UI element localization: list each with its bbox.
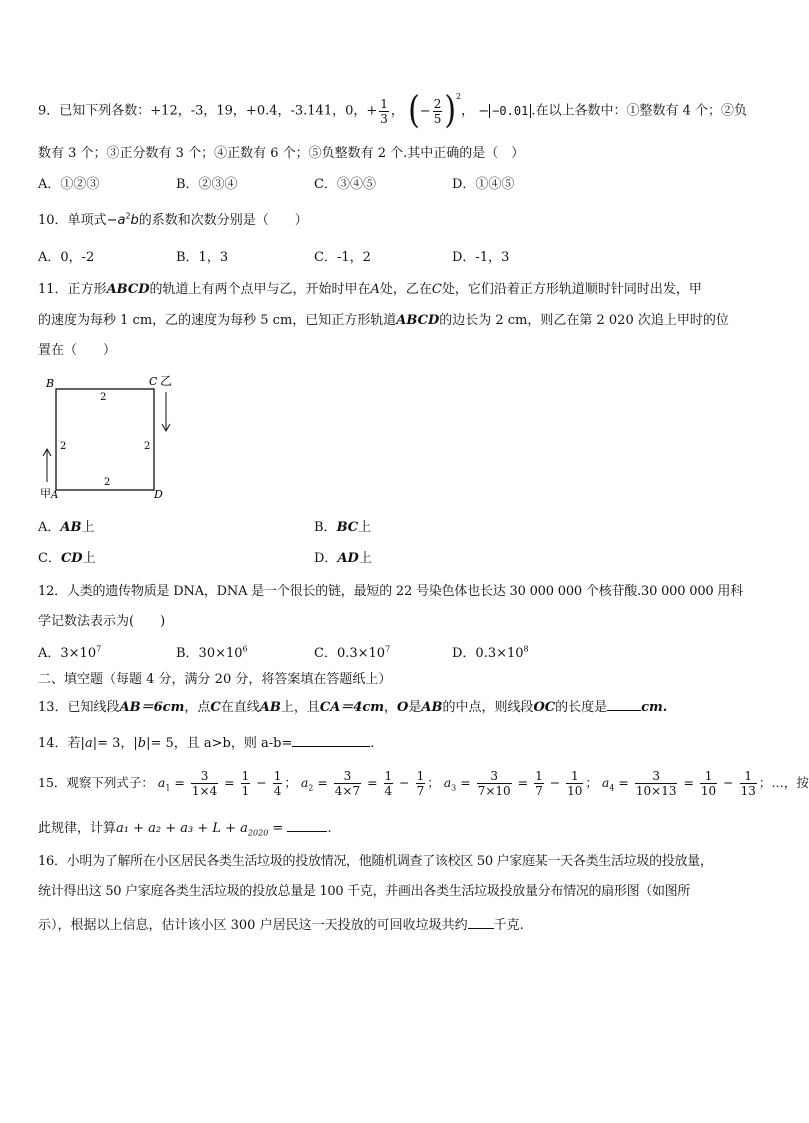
q15-line2: 此规律，计算$a_1 + a_2 + a_3 + L + a_{2020}$ = . (38, 818, 332, 837)
section-2-heading: 二、填空题（每题 4 分，满分 20 分，将答案填在答题纸上） (38, 672, 392, 687)
q10-number: 10． (38, 213, 68, 228)
q11-option-a[interactable]: A．AB上 (38, 520, 95, 535)
q9-squared-fraction: (− $\frac{2}{5}$ )$^2$ (408, 88, 462, 133)
q16-line1: 16．小明为了解所在小区居民各类生活垃圾的投放情况，他随机调查了该校区 50 户家庭某一天各类生活垃圾的投放量， (38, 854, 713, 869)
side-top-length: 2 (100, 392, 107, 403)
q10-option-c[interactable]: C．-1，2 (314, 250, 371, 265)
q12-number: 12． (38, 584, 67, 599)
q11-square-figure (36, 372, 186, 502)
q9-number: 9． (38, 103, 60, 119)
q14-line1: 14．若|a|= 3，|b|= 5，且 a>b，则 a-b= . (38, 733, 375, 752)
square-track (56, 389, 154, 490)
label-jia: 甲 (40, 487, 51, 500)
label-yi: 乙 (160, 374, 173, 388)
q10-option-b[interactable]: B．1，3 (176, 250, 229, 265)
label-b: B (46, 377, 55, 390)
q15-item-4: $a_4$ = $\frac{3}{10\times 13}$ = $\frac{1}{10}$ − $\frac{1}{13}$ (601, 769, 756, 798)
q9-line2: 数有 3 个；③正分数有 3 个；④正数有 6 个；⑤负整数有 2 个.其中正确的是（ ） (38, 146, 525, 161)
q12-option-d[interactable]: D．$0.3\times 10^8$ (452, 644, 529, 661)
q11-option-d[interactable]: D．AD上 (314, 551, 372, 566)
q12-option-a[interactable]: A．$3\times 10^7$ (38, 644, 102, 661)
q13-answer-blank[interactable] (607, 697, 641, 711)
q15-item-1: $a_1$ = $\frac{3}{1\times 4}$ = $\frac{1}{1}$ − $\frac{1}{4}$ (157, 769, 282, 798)
q9-line1: 9．已知下列各数：+12，-3，19，+0.4，-3.141，0，+ $\frac{1}{3}$ ， (− $\frac{2}{5}$ )$^2$， − −0.01 .在以上各数中：①整数有 4 个；②负 (38, 88, 747, 133)
q9-lead-text: 已知下列各数：+12，-3，19，+0.4，-3.141，0，+ (59, 103, 378, 119)
q9-absolute-value: − −0.01 (478, 104, 531, 119)
side-right-length: 2 (144, 441, 151, 452)
q14-answer-blank[interactable] (292, 733, 370, 747)
q13-number: 13． (38, 700, 68, 715)
q11-line2: 的速度为每秒 1 cm，乙的速度为每秒 5 cm，已知正方形轨道ABCD的边长为 2 cm，则乙在第 2 020 次追上甲时的位 (38, 313, 729, 328)
q11-option-c[interactable]: C．CD上 (38, 551, 96, 566)
q15-item-2: $a_2$ = $\frac{3}{4\times 7}$ = $\frac{1}{4}$ − $\frac{1}{7}$ (300, 769, 425, 798)
label-d: D (154, 488, 163, 501)
q10-option-a[interactable]: A．0，-2 (38, 250, 95, 265)
q15-answer-blank[interactable] (287, 818, 327, 832)
q15-item-3: $a_3$ = $\frac{3}{7\times 10}$ = $\frac{1}{7}$ − $\frac{1}{10}$ (443, 769, 583, 798)
q12-option-b[interactable]: B．$30\times 10^6$ (176, 644, 248, 661)
q15-line1: 15．观察下列式子： $a_1$ = $\frac{3}{1\times 4}$ = $\frac{1}{1}$ − $\frac{1}{4}$ ； $a_2$ = $\frac{3}{4\times 7}$ = $\frac{1}{4}$ − $\frac{1}{7}$ ； $a_3$ = $\frac{3}{7\times 10}$ = $\frac{1}{7}$ − $\frac{1}{10}$ ； $a_4$ = $\frac{3}{10\times 13}$ = $\frac{1}{10}$ − $\frac{1}{13}$ ；…，按 (38, 769, 809, 798)
q10-line1: 10．单项式$-a^2b$的系数和次数分别是（ ） (38, 211, 308, 228)
label-c: C (149, 375, 158, 388)
q10-monomial: $-a^2b$ (106, 211, 139, 228)
q11-number: 11． (38, 282, 68, 297)
q9-option-d[interactable]: D．①④⑤ (452, 177, 515, 192)
arrow-up-icon (43, 449, 51, 482)
q16-answer-blank[interactable] (468, 915, 494, 929)
q9-option-b[interactable]: B．②③④ (176, 177, 238, 192)
q15-number: 15． (38, 775, 67, 790)
q10-option-d[interactable]: D．-1，3 (452, 250, 510, 265)
q11-line3: 置在（ ） (38, 343, 117, 358)
side-bottom-length: 2 (104, 477, 111, 488)
q16-line3: 示），根据以上信息，估计该小区 300 户居民这一天投放的可回收垃圾共约 千克. (38, 915, 524, 934)
q14-number: 14． (38, 736, 68, 751)
q9-tail-text: .在以上各数中：①整数有 4 个；②负 (531, 103, 747, 119)
label-a: A (51, 490, 59, 501)
q9-option-c[interactable]: C．③④⑤ (314, 177, 376, 192)
q12-line1: 12．人类的遗传物质是 DNA，DNA 是一个很长的链，最短的 22 号染色体也长达 30 000 000 个核苷酸.30 000 000 用科 (38, 584, 743, 599)
q15-sum-expression: $a_1 + a_2 + a_3 + L + a_{2020}$ (116, 821, 269, 838)
q9-option-a[interactable]: A．①②③ (38, 177, 100, 192)
arrow-down-icon (162, 392, 170, 431)
q12-line2: 学记数法表示为( ) (38, 614, 166, 629)
q16-line2: 统计得出这 50 户家庭各类生活垃圾的投放总量是 100 千克，并画出各类生活垃圾投放量分布情况的扇形图（如图所 (38, 884, 691, 899)
q11-option-b[interactable]: B．BC上 (314, 520, 372, 535)
q11-line1: 11．正方形ABCD的轨道上有两个点甲与乙，开始时甲在A处，乙在C处，它们沿着正方形轨道顺时针同时出发，甲 (38, 282, 702, 297)
q12-option-c[interactable]: C．$0.3\times 10^7$ (314, 644, 391, 661)
side-left-length: 2 (60, 441, 67, 452)
q9-fraction-1-3: $\frac{1}{3}$ (380, 96, 388, 126)
q16-number: 16． (38, 854, 67, 869)
q13-line1: 13．已知线段AB＝6cm，点C在直线AB上，且CA＝4cm，O是AB的中点，则线段OC的长度是 cm. (38, 697, 667, 716)
